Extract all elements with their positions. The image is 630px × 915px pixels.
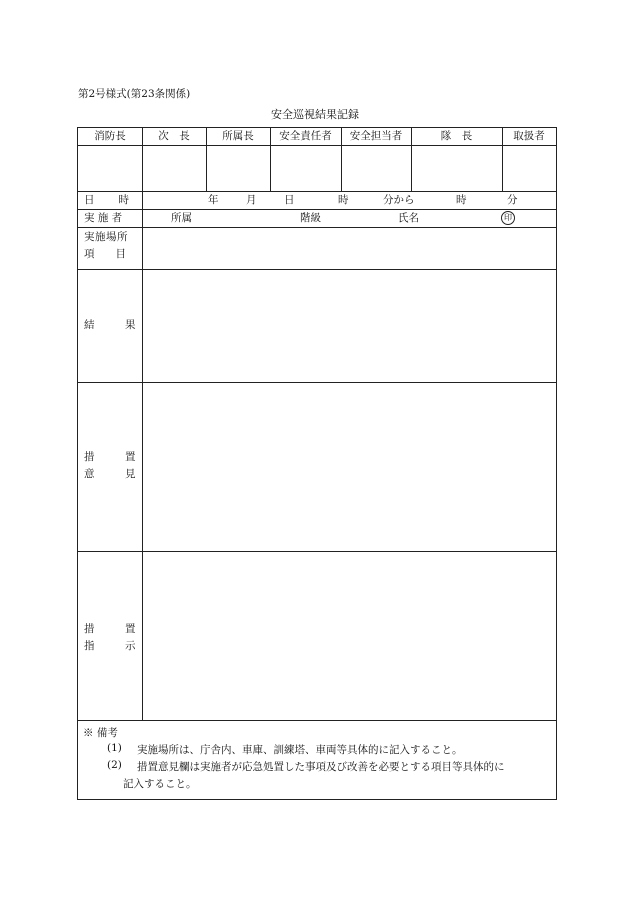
header-fire-chief: 消防長 <box>94 130 126 142</box>
implementer-affiliation: 所属 <box>171 212 192 224</box>
row-divider <box>78 551 556 552</box>
datetime-hour-end: 時 <box>456 194 467 206</box>
location-label: 実施場所 <box>84 231 128 243</box>
opinion-label-1-right: 置 <box>125 451 136 463</box>
datetime-year: 年 <box>208 194 219 206</box>
row-divider <box>78 209 556 210</box>
note-2-continuation: 記入すること。 <box>123 778 197 790</box>
note-1-number: (1) <box>107 742 122 754</box>
row-divider <box>78 269 556 270</box>
header-deputy-chief: 次 長 <box>158 130 190 142</box>
instruction-label-1-left: 措 <box>84 623 95 635</box>
datetime-month: 月 <box>246 194 257 206</box>
opinion-label-2-right: 見 <box>125 468 136 480</box>
seal-mark-icon: 印 <box>501 211 515 225</box>
implementer-rank: 階級 <box>300 212 321 224</box>
implementer-label: 実 施 者 <box>84 212 123 224</box>
datetime-minute: 分 <box>507 194 518 206</box>
note-2-text: 措置意見欄は実施者が応急処置した事項及び改善を必要とする項目等具体的に <box>137 761 505 773</box>
header-handler: 取扱者 <box>513 130 545 142</box>
row-divider <box>78 227 556 228</box>
label-column-divider <box>142 191 143 720</box>
note-2-number: (2) <box>107 759 122 771</box>
header-safety-officer: 安全担当者 <box>349 130 403 142</box>
instruction-label-2-left: 指 <box>84 640 95 652</box>
instruction-label-1-right: 置 <box>125 623 136 635</box>
form-number: 第2号様式(第23条関係) <box>78 88 191 100</box>
opinion-label-1-left: 措 <box>84 451 95 463</box>
datetime-minute-from: 分から <box>383 194 415 206</box>
datetime-label: 日 時 <box>84 194 130 206</box>
row-divider <box>78 145 556 146</box>
result-label-left: 結 <box>84 319 95 331</box>
result-label-right: 果 <box>125 319 136 331</box>
notes-heading: ※ 備考 <box>83 727 118 739</box>
row-divider <box>78 382 556 383</box>
datetime-day: 日 <box>284 194 295 206</box>
row-divider <box>78 720 556 721</box>
header-captain: 隊 長 <box>440 130 473 142</box>
form-table <box>77 127 557 800</box>
header-station-head: 所属長 <box>222 130 254 142</box>
header-safety-manager: 安全責任者 <box>279 130 332 142</box>
datetime-hour-start: 時 <box>338 194 349 206</box>
opinion-label-2-left: 意 <box>84 468 95 480</box>
instruction-label-2-right: 示 <box>125 640 136 652</box>
item-label: 項 目 <box>84 248 126 260</box>
note-1-text: 実施場所は、庁舎内、車庫、訓練塔、車両等具体的に記入すること。 <box>137 744 463 756</box>
row-divider <box>78 191 556 192</box>
implementer-name: 氏名 <box>398 212 419 224</box>
form-title: 安全巡視結果記録 <box>271 108 359 121</box>
